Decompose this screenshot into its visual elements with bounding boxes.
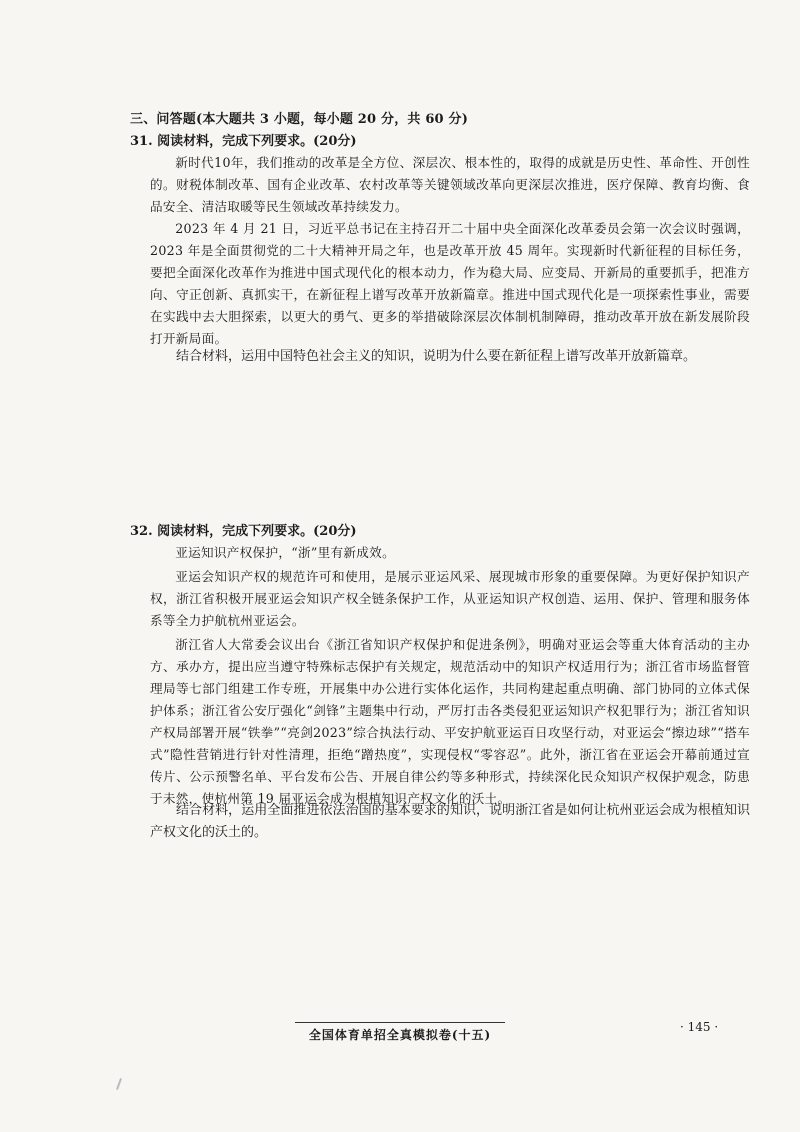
page-number: · 145 · [680,1020,719,1034]
question-31-paragraph-1: 新时代10年，我们推动的改革是全方位、深层次、根本性的，取得的成就是历史性、革命性、开创性的。财税体制改革、国有企业改革、农村改革等关键领域改革向更深层次推进，医疗保障、教育均衡、食品安全、清洁取暖等民生领域改革持续发力。 [150,155,750,214]
scan-mark [116,1078,122,1090]
question-32-paragraph-2: 亚运会知识产权的规范许可和使用，是展示亚运风采、展现城市形象的重要保障。为更好保护知识产权，浙江省积极开展亚运会知识产权全链条保护工作，从亚运知识产权创造、运用、保护、管理和服务体系等全力护航杭州亚运会。 [150,569,750,628]
question-32-title: 32. 阅读材料，完成下列要求。(20分) [130,524,357,539]
section-heading: 三、问答题(本大题共 3 小题，每小题 20 分，共 60 分) [130,112,469,127]
question-31-prompt: 结合材料，运用中国特色社会主义的知识，说明为什么要在新征程上谱写改革开放新篇章。 [176,349,697,364]
question-32-prompt: 结合材料，运用全面推进依法治国的基本要求的知识，说明浙江省是如何让杭州亚运会成为根植知识产权文化的沃土的。 [150,803,750,840]
question-32-paragraph-1: 亚运知识产权保护，“浙”里有新成效。 [175,545,395,560]
question-31-title: 31. 阅读材料，完成下列要求。(20分) [130,134,357,149]
question-32-paragraph-3: 浙江省人大常委会议出台《浙江省知识产权保护和促进条例》，明确对亚运会等重大体育活动的主办方、承办方，提出应当遵守特殊标志保护有关规定，规范活动中的知识产权适用行为；浙江省市场监督管理局等七部门组建工作专班，开展集中办公进行实体化运作，共同构建起重点明确、部门协同的立体式保护体系；浙江省公安厅强化“剑锋”主题集中行动，严厉打击各类侵犯亚运知识产权犯罪行为；浙江省知识产权局部署开展“铁拳”“亮剑2023”综合执法行动、平安护航亚运百日攻坚行动，对亚运会“擦边球”“搭车式”隐性营销进行针对性清理，拒绝“蹭热度”，实现侵权“零容忍”。此外，浙江省在亚运会开幕前通过宣传片、公示预警名单、平台发布公告、开展自律公约等多种形式，持续深化民众知识产权保护观念，防患于未然，使杭州第 19 届亚运会成为根植知识产权文化的沃土。 [150,637,750,806]
footer-title-text: 全国体育单招全真模拟卷(十五) [295,1022,505,1043]
question-31-paragraph-2: 2023 年 4 月 21 日，习近平总书记在主持召开二十届中央全面深化改革委员会第一次会议时强调，2023 年是全面贯彻党的二十大精神开局之年，也是改革开放 45 周年。实现新时代新征程的目标任务，要把全面深化改革作为推进中国式现代化的根本动力，作为稳大局、应变局、开新局的重要抓手，把准方向、守正创新、真抓实干，在新征程上谱写改革开放新篇章。推进中国式现代化是一项探索性事业，需要在实践中去大胆探索，以更大的勇气、更多的举措破除深层次体制机制障碍，推动改革开放在新发展阶段打开新局面。 [150,221,750,346]
